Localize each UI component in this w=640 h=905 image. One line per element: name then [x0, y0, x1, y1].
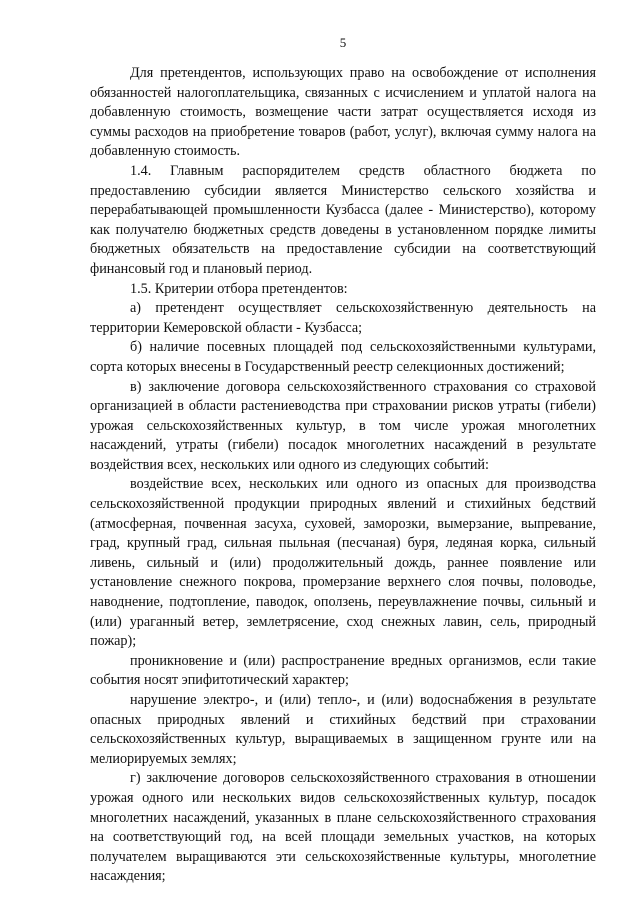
event-pests: проникновение и (или) распространение вредных организмов, если такие события носят эпифитотический характер;	[90, 652, 596, 689]
paragraph-vat-exemption: Для претендентов, использующих право на освобождение от исполнения обязанностей налогоплательщика, связанных с исчислением и уплатой налога на добавленную стоимость, возмещение части затрат осуществляется исходя из суммы расходов на приобретение товаров (работ, услуг), включая сумму налога на добавленную стоимость.	[90, 65, 596, 160]
criterion-g: г) заключение договоров сельскохозяйственного страхования в отношении урожая одного или нескольких видов сельскохозяйственных культур, посадок многолетних насаждений, указанных в плане сельскохозяйственного страхования на соответствующий год, на всей площади земельных участков, на которых получателем выращиваются эти сельскохозяйственные культуры, многолетние насаждения;	[90, 770, 596, 885]
event-natural-hazards: воздействие всех, нескольких или одного из опасных для производства сельскохозяйственной продукции природных явлений и стихийных бедствий (атмосферная, почвенная засуха, суховей, заморозки, вымерзание, выпревание, град, крупный град, сильная пыльная (песчаная) буря, ледяная корка, сильный ливень, сильный и (или) продолжительный дождь, раннее появление или установление снежного покрова, промерзание верхнего слоя почвы, половодье, наводнение, подтопление, паводок, оползень, переувлажнение почвы, сильный и (или) ураганный ветер, землетрясение, сход снежных лавин, сель, природный пожар);	[90, 476, 596, 650]
paragraph-1-5: 1.5. Критерии отбора претендентов:	[130, 280, 348, 297]
event-utility-disruption: нарушение электро-, и (или) тепло-, и (или) водоснабжения в результате опасных природных явлений и стихийных бедствий при страховании сельскохозяйственных культур, выращиваемых в защищенном грунте или на мелиорируемых землях;	[90, 692, 596, 767]
criterion-v: в) заключение договора сельскохозяйственного страхования со страховой организацией в области растениеводства при страховании рисков утраты (гибели) урожая сельскохозяйственных культур, в том числе урожая многолетних насаждений, утраты (гибели) посадок многолетних насаждений в результате воздействия всех, нескольких или одного из следующих событий:	[90, 378, 596, 473]
criterion-b: б) наличие посевных площадей под сельскохозяйственными культурами, сорта которых внесены в Государственный реестр селекционных достижений;	[90, 339, 596, 375]
paragraph-1-4: 1.4. Главным распорядителем средств областного бюджета по предоставлению субсидии является Министерство сельского хозяйства и перерабатывающей промышленности Кузбасса (далее - Министерство), которому как получателю бюджетных средств доведены в установленном порядке лимиты бюджетных обязательств на предоставление субсидии на соответствующий финансовый год и плановый период.	[90, 162, 596, 277]
criterion-a: а) претендент осуществляет сельскохозяйственную деятельность на территории Кемеровской области - Кузбасса;	[90, 300, 596, 336]
page-number: 5	[339, 35, 347, 50]
